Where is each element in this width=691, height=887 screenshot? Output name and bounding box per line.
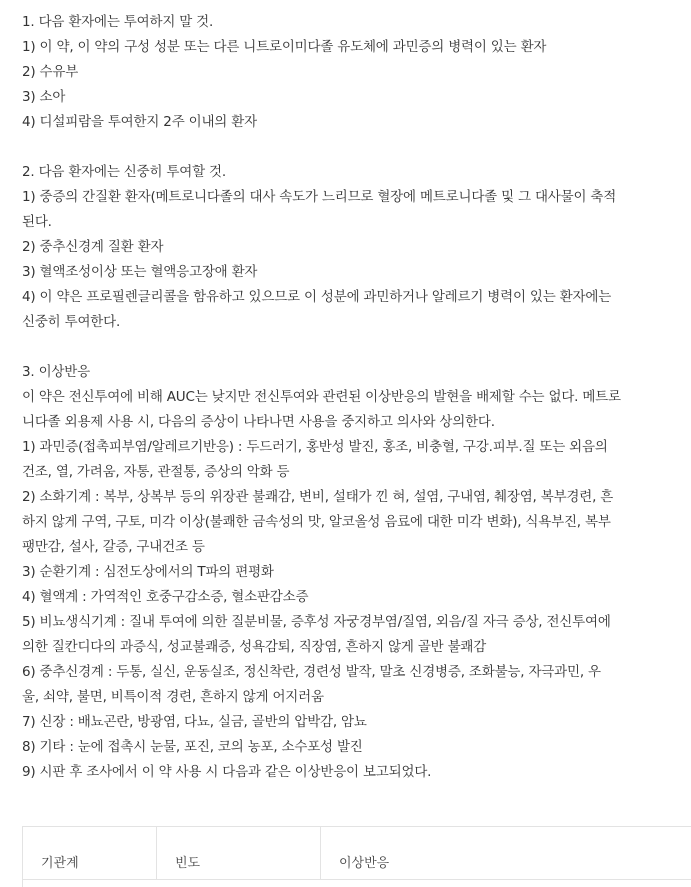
text-line: 1) 과민증(접촉피부염/알레르기반응) : 두드러기, 홍반성 발진, 홍조, 비충혈, 구강.피부.질 또는 외음의 <box>22 439 608 455</box>
table-header-frequency: 빈도 <box>157 827 321 879</box>
text-line: 니다졸 외용제 사용 시, 다음의 증상이 나타나면 사용을 중지하고 의사와 상의한다. <box>22 414 495 430</box>
text-line: 팽만감, 설사, 갈증, 구내건조 등 <box>22 539 205 555</box>
text-line: 9) 시판 후 조사에서 이 약 사용 시 다음과 같은 이상반응이 보고되었다. <box>22 764 432 780</box>
text-line: 2) 수유부 <box>22 64 79 80</box>
section-heading-contraindications: 1. 다음 환자에는 투여하지 말 것. <box>22 14 214 30</box>
table-header-organ-system: 기관계 <box>23 827 157 879</box>
section-heading-caution: 2. 다음 환자에는 신중히 투여할 것. <box>22 164 226 180</box>
blank-line <box>22 135 684 160</box>
text-line: 3) 소아 <box>22 89 66 105</box>
section-heading-adverse-reactions: 3. 이상반응 <box>22 364 90 380</box>
text-line: 4) 이 약은 프로필렌글리콜을 함유하고 있으므로 이 성분에 과민하거나 알레르기 병력이 있는 환자에는 <box>22 289 612 305</box>
document-body <box>22 10 684 785</box>
text-line: 2) 중추신경계 질환 환자 <box>22 239 164 255</box>
text-line: 울, 쇠약, 불면, 비특이적 경련, 흔하지 않게 어지러움 <box>22 689 324 705</box>
text-line: 4) 혈액계 : 가역적인 호중구감소증, 혈소판감소증 <box>22 589 309 605</box>
text-line: 하지 않게 구역, 구토, 미각 이상(불쾌한 금속성의 맛, 알코올성 음료에 대한 미각 변화), 식욕부진, 복부 <box>22 514 611 530</box>
text-line: 1) 이 약, 이 약의 구성 성분 또는 다른 니트로이미다졸 유도체에 과민증의 병력이 있는 환자 <box>22 39 547 55</box>
text-line: 5) 비뇨생식기계 : 질내 투여에 의한 질분비물, 증후성 자궁경부염/질염, 외음/질 자극 증상, 전신투여에 <box>22 614 611 630</box>
table-header-row <box>23 827 691 880</box>
text-line: 4) 디설피람을 투여한지 2주 이내의 환자 <box>22 114 257 130</box>
text-line: 된다. <box>22 214 52 230</box>
text-line: 8) 기타 : 눈에 접촉시 눈물, 포진, 코의 농포, 소수포성 발진 <box>22 739 363 755</box>
text-line: 3) 순환기계 : 심전도상에서의 T파의 편평화 <box>22 564 274 580</box>
adverse-reactions-table <box>22 826 691 887</box>
text-line: 이 약은 전신투여에 비해 AUC는 낮지만 전신투여와 관련된 이상반응의 발현을 배제할 수는 없다. 메트로 <box>22 389 621 405</box>
text-line: 신중히 투여한다. <box>22 314 121 330</box>
text-line: 2) 소화기계 : 복부, 상복부 등의 위장관 불쾌감, 변비, 설태가 낀 혀, 설염, 구내염, 췌장염, 복부경련, 흔 <box>22 489 614 505</box>
table-header-adverse-reaction: 이상반응 <box>339 855 390 871</box>
text-line: 7) 신장 : 배뇨곤란, 방광염, 다뇨, 실금, 골반의 압박감, 암뇨 <box>22 714 367 730</box>
text-line: 1) 중증의 간질환 환자(메트로니다졸의 대사 속도가 느리므로 혈장에 메트로니다졸 및 그 대사물이 축적 <box>22 189 617 205</box>
text-line: 6) 중추신경계 : 두통, 실신, 운동실조, 정신착란, 경련성 발작, 말초 신경병증, 조화불능, 자극과민, 우 <box>22 664 601 680</box>
text-line: 건조, 열, 가려움, 자통, 관절통, 증상의 악화 등 <box>22 464 290 480</box>
text-line: 3) 혈액조성이상 또는 혈액응고장애 환자 <box>22 264 258 280</box>
blank-line <box>22 335 684 360</box>
text-line: 의한 질칸디다의 과증식, 성교불쾌증, 성욕감퇴, 직장염, 흔하지 않게 골반 불쾌감 <box>22 639 487 655</box>
